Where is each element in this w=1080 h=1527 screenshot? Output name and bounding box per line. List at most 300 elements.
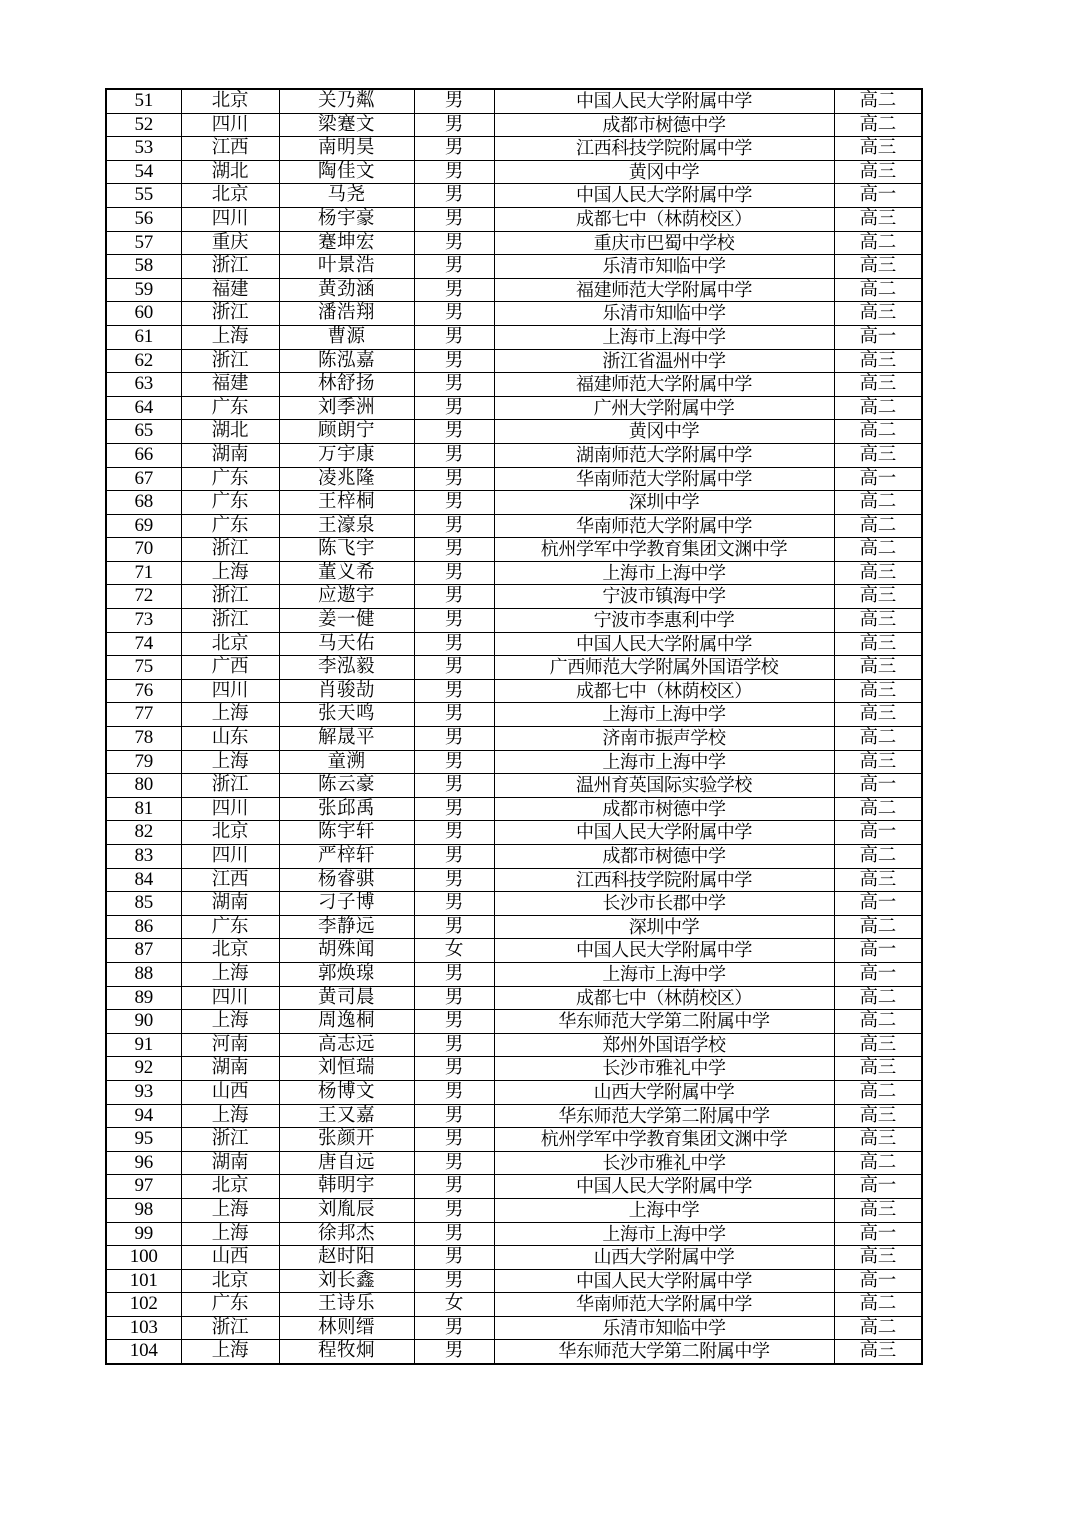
cell-gender: 男 [414, 821, 494, 845]
cell-name: 应遨宇 [279, 585, 414, 609]
table-row [106, 1340, 922, 1364]
cell-name: 林舒扬 [279, 373, 414, 397]
cell-school: 长沙市长郡中学 [494, 892, 834, 916]
cell-rank: 79 [106, 750, 181, 774]
cell-province: 上海 [181, 962, 279, 986]
table-row [106, 1080, 922, 1104]
cell-school: 中国人民大学附属中学 [494, 632, 834, 656]
cell-rank: 80 [106, 774, 181, 798]
cell-grade: 高三 [834, 443, 922, 467]
cell-grade: 高三 [834, 609, 922, 633]
cell-province: 上海 [181, 750, 279, 774]
table-row [106, 774, 922, 798]
table-row [106, 491, 922, 515]
cell-province: 上海 [181, 325, 279, 349]
cell-grade: 高三 [834, 868, 922, 892]
cell-name: 凌兆隆 [279, 467, 414, 491]
cell-name: 高志远 [279, 1033, 414, 1057]
cell-school: 中国人民大学附属中学 [494, 184, 834, 208]
table-row [106, 632, 922, 656]
cell-school: 杭州学军中学教育集团文渊中学 [494, 1128, 834, 1152]
cell-gender: 男 [414, 632, 494, 656]
cell-school: 浙江省温州中学 [494, 349, 834, 373]
roster-table-body [106, 89, 922, 1364]
cell-province: 江西 [181, 868, 279, 892]
cell-province: 广东 [181, 467, 279, 491]
cell-rank: 99 [106, 1222, 181, 1246]
cell-name: 林则缙 [279, 1316, 414, 1340]
cell-rank: 56 [106, 207, 181, 231]
cell-rank: 53 [106, 137, 181, 161]
table-row [106, 939, 922, 963]
table-row [106, 278, 922, 302]
cell-province: 浙江 [181, 585, 279, 609]
cell-school: 长沙市雅礼中学 [494, 1057, 834, 1081]
cell-province: 湖北 [181, 420, 279, 444]
cell-rank: 57 [106, 231, 181, 255]
table-row [106, 302, 922, 326]
cell-rank: 77 [106, 703, 181, 727]
cell-name: 陈云豪 [279, 774, 414, 798]
cell-school: 中国人民大学附属中学 [494, 821, 834, 845]
cell-name: 严梓轩 [279, 845, 414, 869]
cell-province: 浙江 [181, 255, 279, 279]
cell-name: 梁蹇文 [279, 113, 414, 137]
cell-gender: 男 [414, 467, 494, 491]
cell-province: 湖南 [181, 443, 279, 467]
cell-province: 上海 [181, 1340, 279, 1364]
cell-gender: 男 [414, 845, 494, 869]
cell-rank: 52 [106, 113, 181, 137]
cell-rank: 76 [106, 679, 181, 703]
cell-grade: 高二 [834, 986, 922, 1010]
cell-gender: 男 [414, 113, 494, 137]
cell-name: 解晟平 [279, 727, 414, 751]
cell-rank: 92 [106, 1057, 181, 1081]
cell-name: 周逸桐 [279, 1010, 414, 1034]
table-row [106, 1246, 922, 1270]
table-row [106, 255, 922, 279]
table-row [106, 1175, 922, 1199]
cell-province: 江西 [181, 137, 279, 161]
cell-school: 长沙市雅礼中学 [494, 1151, 834, 1175]
cell-gender: 男 [414, 420, 494, 444]
cell-grade: 高三 [834, 207, 922, 231]
cell-province: 上海 [181, 1010, 279, 1034]
cell-province: 北京 [181, 939, 279, 963]
cell-gender: 男 [414, 679, 494, 703]
cell-name: 李静远 [279, 915, 414, 939]
cell-province: 四川 [181, 845, 279, 869]
cell-grade: 高二 [834, 514, 922, 538]
cell-province: 湖南 [181, 1057, 279, 1081]
cell-grade: 高二 [834, 797, 922, 821]
cell-province: 浙江 [181, 302, 279, 326]
cell-rank: 83 [106, 845, 181, 869]
cell-rank: 60 [106, 302, 181, 326]
cell-grade: 高一 [834, 467, 922, 491]
cell-gender: 男 [414, 656, 494, 680]
cell-grade: 高二 [834, 89, 922, 113]
cell-school: 上海市上海中学 [494, 750, 834, 774]
cell-gender: 男 [414, 443, 494, 467]
cell-grade: 高二 [834, 113, 922, 137]
cell-rank: 64 [106, 396, 181, 420]
table-row [106, 561, 922, 585]
cell-grade: 高二 [834, 538, 922, 562]
cell-gender: 男 [414, 1128, 494, 1152]
cell-name: 顾朗宁 [279, 420, 414, 444]
cell-grade: 高二 [834, 396, 922, 420]
cell-name: 唐自远 [279, 1151, 414, 1175]
cell-rank: 87 [106, 939, 181, 963]
cell-name: 肖骏劼 [279, 679, 414, 703]
table-row [106, 915, 922, 939]
cell-gender: 男 [414, 1222, 494, 1246]
cell-school: 成都七中（林荫校区） [494, 986, 834, 1010]
cell-name: 胡殊闻 [279, 939, 414, 963]
cell-province: 上海 [181, 1104, 279, 1128]
table-row [106, 585, 922, 609]
cell-province: 福建 [181, 278, 279, 302]
cell-province: 广东 [181, 396, 279, 420]
cell-gender: 男 [414, 892, 494, 916]
cell-grade: 高一 [834, 821, 922, 845]
table-row [106, 1222, 922, 1246]
table-row [106, 1010, 922, 1034]
cell-rank: 59 [106, 278, 181, 302]
cell-province: 浙江 [181, 349, 279, 373]
cell-gender: 男 [414, 1198, 494, 1222]
cell-grade: 高二 [834, 1080, 922, 1104]
cell-rank: 62 [106, 349, 181, 373]
cell-school: 成都七中（林荫校区） [494, 207, 834, 231]
cell-rank: 63 [106, 373, 181, 397]
cell-name: 程牧炯 [279, 1340, 414, 1364]
cell-province: 上海 [181, 1198, 279, 1222]
cell-grade: 高一 [834, 1222, 922, 1246]
cell-rank: 51 [106, 89, 181, 113]
cell-grade: 高三 [834, 632, 922, 656]
cell-school: 成都市树德中学 [494, 113, 834, 137]
table-row [106, 1033, 922, 1057]
cell-rank: 74 [106, 632, 181, 656]
cell-rank: 89 [106, 986, 181, 1010]
cell-grade: 高三 [834, 1033, 922, 1057]
cell-province: 广东 [181, 491, 279, 515]
cell-province: 上海 [181, 561, 279, 585]
cell-province: 广东 [181, 1293, 279, 1317]
cell-gender: 男 [414, 1033, 494, 1057]
cell-province: 北京 [181, 89, 279, 113]
cell-rank: 93 [106, 1080, 181, 1104]
table-row [106, 467, 922, 491]
cell-gender: 男 [414, 797, 494, 821]
cell-name: 张天鸣 [279, 703, 414, 727]
cell-name: 刘胤辰 [279, 1198, 414, 1222]
cell-grade: 高三 [834, 703, 922, 727]
cell-gender: 男 [414, 538, 494, 562]
cell-gender: 男 [414, 396, 494, 420]
cell-province: 湖南 [181, 1151, 279, 1175]
cell-rank: 69 [106, 514, 181, 538]
cell-rank: 68 [106, 491, 181, 515]
cell-grade: 高三 [834, 255, 922, 279]
table-row [106, 1316, 922, 1340]
table-row [106, 1151, 922, 1175]
cell-name: 刁子博 [279, 892, 414, 916]
cell-school: 中国人民大学附属中学 [494, 89, 834, 113]
table-row [106, 207, 922, 231]
cell-gender: 男 [414, 561, 494, 585]
table-row [106, 349, 922, 373]
cell-grade: 高一 [834, 325, 922, 349]
cell-rank: 86 [106, 915, 181, 939]
cell-gender: 男 [414, 137, 494, 161]
cell-name: 董义希 [279, 561, 414, 585]
cell-grade: 高三 [834, 1057, 922, 1081]
cell-grade: 高三 [834, 561, 922, 585]
cell-grade: 高三 [834, 679, 922, 703]
cell-school: 中国人民大学附属中学 [494, 1175, 834, 1199]
cell-gender: 男 [414, 868, 494, 892]
table-row [106, 1293, 922, 1317]
cell-school: 福建师范大学附属中学 [494, 278, 834, 302]
cell-province: 山东 [181, 727, 279, 751]
cell-gender: 男 [414, 1340, 494, 1364]
table-row [106, 986, 922, 1010]
cell-rank: 95 [106, 1128, 181, 1152]
cell-gender: 男 [414, 1316, 494, 1340]
cell-rank: 73 [106, 609, 181, 633]
cell-province: 广东 [181, 514, 279, 538]
cell-school: 华东师范大学第二附属中学 [494, 1340, 834, 1364]
cell-school: 杭州学军中学教育集团文渊中学 [494, 538, 834, 562]
table-row [106, 325, 922, 349]
table-row [106, 160, 922, 184]
cell-school: 华南师范大学附属中学 [494, 467, 834, 491]
cell-school: 广州大学附属中学 [494, 396, 834, 420]
cell-province: 北京 [181, 1269, 279, 1293]
cell-name: 刘季洲 [279, 396, 414, 420]
cell-grade: 高二 [834, 727, 922, 751]
cell-province: 山西 [181, 1246, 279, 1270]
cell-school: 乐清市知临中学 [494, 302, 834, 326]
cell-rank: 65 [106, 420, 181, 444]
cell-gender: 男 [414, 373, 494, 397]
cell-rank: 54 [106, 160, 181, 184]
cell-rank: 82 [106, 821, 181, 845]
table-row [106, 1104, 922, 1128]
cell-province: 广西 [181, 656, 279, 680]
cell-gender: 男 [414, 1057, 494, 1081]
cell-school: 华东师范大学第二附属中学 [494, 1104, 834, 1128]
cell-school: 中国人民大学附属中学 [494, 939, 834, 963]
cell-name: 潘浩翔 [279, 302, 414, 326]
cell-grade: 高三 [834, 349, 922, 373]
table-row [106, 750, 922, 774]
cell-gender: 男 [414, 349, 494, 373]
cell-school: 山西大学附属中学 [494, 1080, 834, 1104]
cell-rank: 90 [106, 1010, 181, 1034]
cell-grade: 高一 [834, 939, 922, 963]
cell-school: 深圳中学 [494, 915, 834, 939]
cell-name: 郭焕瑔 [279, 962, 414, 986]
table-row [106, 656, 922, 680]
cell-rank: 88 [106, 962, 181, 986]
table-row [106, 538, 922, 562]
cell-province: 河南 [181, 1033, 279, 1057]
cell-grade: 高三 [834, 1246, 922, 1270]
cell-grade: 高二 [834, 278, 922, 302]
table-row [106, 1128, 922, 1152]
cell-name: 马天佑 [279, 632, 414, 656]
table-row [106, 703, 922, 727]
cell-name: 万宇康 [279, 443, 414, 467]
table-row [106, 113, 922, 137]
cell-grade: 高二 [834, 845, 922, 869]
cell-name: 曹源 [279, 325, 414, 349]
cell-school: 上海市上海中学 [494, 703, 834, 727]
cell-rank: 98 [106, 1198, 181, 1222]
cell-school: 山西大学附属中学 [494, 1246, 834, 1270]
table-row [106, 373, 922, 397]
cell-grade: 高一 [834, 892, 922, 916]
cell-rank: 84 [106, 868, 181, 892]
cell-grade: 高三 [834, 160, 922, 184]
cell-name: 王诗乐 [279, 1293, 414, 1317]
cell-gender: 男 [414, 1104, 494, 1128]
cell-grade: 高二 [834, 231, 922, 255]
table-row [106, 868, 922, 892]
cell-province: 北京 [181, 1175, 279, 1199]
cell-name: 关乃粼 [279, 89, 414, 113]
table-row [106, 137, 922, 161]
cell-province: 浙江 [181, 1128, 279, 1152]
cell-gender: 男 [414, 514, 494, 538]
cell-gender: 男 [414, 184, 494, 208]
cell-grade: 高三 [834, 585, 922, 609]
cell-rank: 97 [106, 1175, 181, 1199]
table-row [106, 1269, 922, 1293]
table-row [106, 1057, 922, 1081]
cell-name: 王又嘉 [279, 1104, 414, 1128]
cell-school: 重庆市巴蜀中学校 [494, 231, 834, 255]
cell-province: 北京 [181, 632, 279, 656]
cell-school: 黄冈中学 [494, 160, 834, 184]
cell-grade: 高二 [834, 1293, 922, 1317]
table-row [106, 231, 922, 255]
cell-name: 张颜开 [279, 1128, 414, 1152]
cell-grade: 高三 [834, 1128, 922, 1152]
cell-school: 成都七中（林荫校区） [494, 679, 834, 703]
cell-name: 李泓毅 [279, 656, 414, 680]
cell-name: 王濠泉 [279, 514, 414, 538]
cell-name: 陈宇轩 [279, 821, 414, 845]
cell-province: 四川 [181, 679, 279, 703]
cell-grade: 高一 [834, 1175, 922, 1199]
cell-grade: 高一 [834, 184, 922, 208]
cell-province: 浙江 [181, 609, 279, 633]
cell-school: 湖南师范大学附属中学 [494, 443, 834, 467]
cell-rank: 61 [106, 325, 181, 349]
cell-gender: 男 [414, 1010, 494, 1034]
cell-school: 温州育英国际实验学校 [494, 774, 834, 798]
cell-school: 福建师范大学附属中学 [494, 373, 834, 397]
cell-province: 广东 [181, 915, 279, 939]
cell-province: 上海 [181, 703, 279, 727]
cell-gender: 男 [414, 278, 494, 302]
cell-grade: 高二 [834, 1010, 922, 1034]
cell-rank: 101 [106, 1269, 181, 1293]
cell-school: 上海市上海中学 [494, 561, 834, 585]
cell-gender: 男 [414, 1246, 494, 1270]
table-row [106, 514, 922, 538]
cell-gender: 男 [414, 491, 494, 515]
cell-gender: 男 [414, 231, 494, 255]
cell-name: 张邱禹 [279, 797, 414, 821]
cell-rank: 91 [106, 1033, 181, 1057]
cell-name: 黄司晨 [279, 986, 414, 1010]
cell-rank: 55 [106, 184, 181, 208]
cell-name: 韩明宇 [279, 1175, 414, 1199]
cell-name: 杨宇豪 [279, 207, 414, 231]
cell-grade: 高三 [834, 137, 922, 161]
table-row [106, 89, 922, 113]
cell-province: 四川 [181, 207, 279, 231]
cell-rank: 100 [106, 1246, 181, 1270]
cell-grade: 高二 [834, 420, 922, 444]
cell-gender: 男 [414, 727, 494, 751]
cell-school: 华东师范大学第二附属中学 [494, 1010, 834, 1034]
cell-rank: 96 [106, 1151, 181, 1175]
cell-school: 深圳中学 [494, 491, 834, 515]
table-row [106, 892, 922, 916]
cell-school: 广西师范大学附属外国语学校 [494, 656, 834, 680]
cell-gender: 男 [414, 609, 494, 633]
cell-school: 上海中学 [494, 1198, 834, 1222]
cell-name: 陶佳文 [279, 160, 414, 184]
cell-gender: 男 [414, 1151, 494, 1175]
table-row [106, 845, 922, 869]
cell-name: 童溯 [279, 750, 414, 774]
cell-province: 北京 [181, 184, 279, 208]
cell-rank: 71 [106, 561, 181, 585]
cell-school: 上海市上海中学 [494, 325, 834, 349]
cell-gender: 男 [414, 750, 494, 774]
cell-gender: 男 [414, 585, 494, 609]
cell-name: 徐邦杰 [279, 1222, 414, 1246]
cell-school: 乐清市知临中学 [494, 255, 834, 279]
cell-school: 济南市振声学校 [494, 727, 834, 751]
table-row [106, 609, 922, 633]
cell-school: 成都市树德中学 [494, 845, 834, 869]
cell-province: 浙江 [181, 774, 279, 798]
table-row [106, 184, 922, 208]
roster-table [105, 88, 923, 1365]
cell-gender: 女 [414, 1293, 494, 1317]
cell-rank: 72 [106, 585, 181, 609]
cell-province: 湖南 [181, 892, 279, 916]
cell-province: 福建 [181, 373, 279, 397]
cell-rank: 104 [106, 1340, 181, 1364]
cell-grade: 高一 [834, 774, 922, 798]
cell-rank: 67 [106, 467, 181, 491]
cell-school: 成都市树德中学 [494, 797, 834, 821]
cell-province: 重庆 [181, 231, 279, 255]
cell-gender: 男 [414, 915, 494, 939]
cell-name: 姜一健 [279, 609, 414, 633]
